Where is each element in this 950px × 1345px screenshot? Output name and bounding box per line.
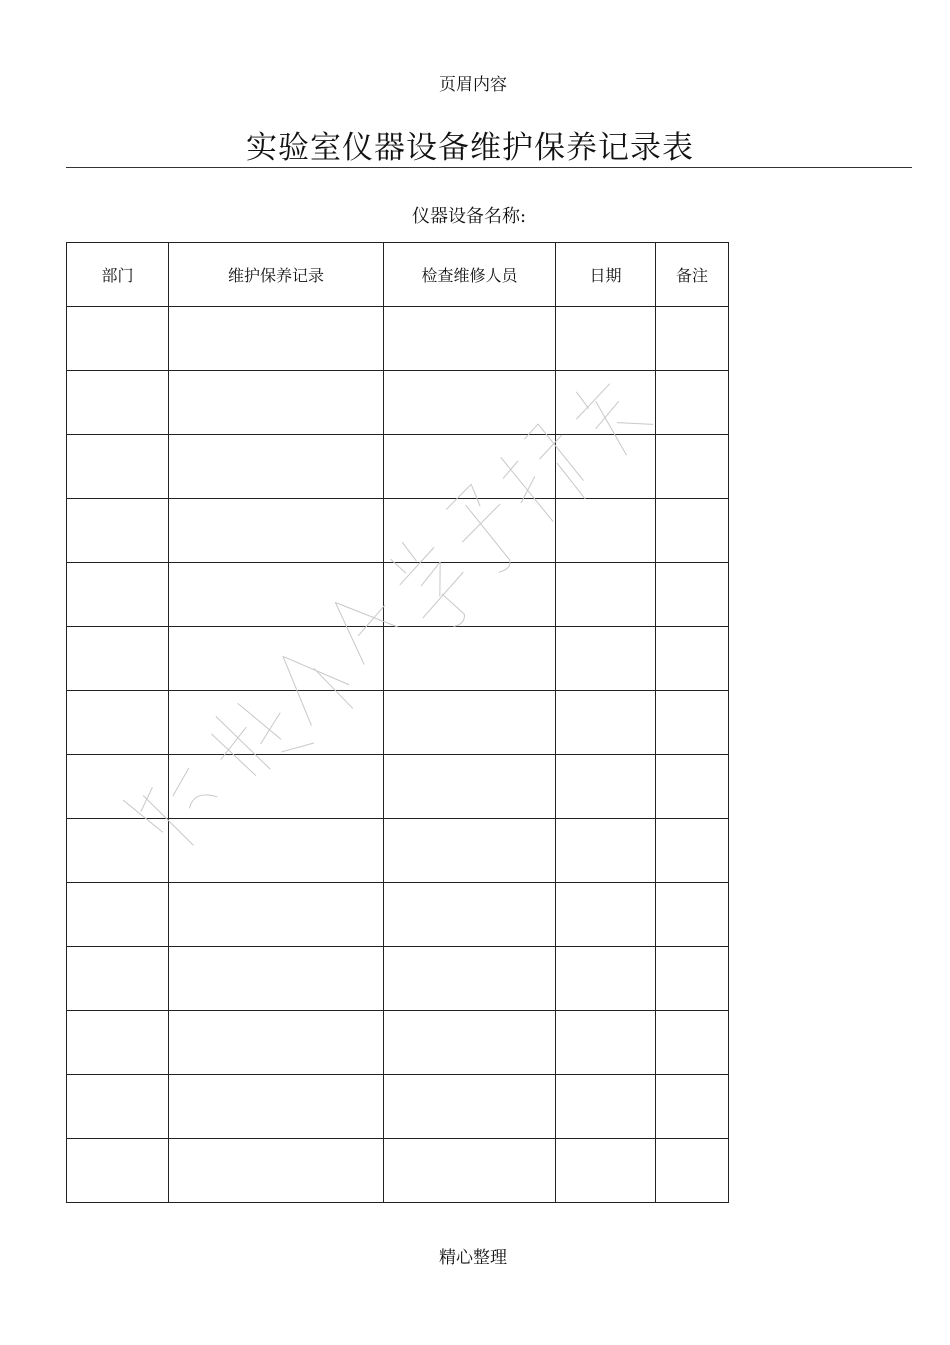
remarks-cell xyxy=(656,563,729,627)
remarks-cell xyxy=(656,627,729,691)
maintenance-record-cell xyxy=(169,499,384,563)
department-cell xyxy=(67,755,169,819)
department-cell xyxy=(67,1011,169,1075)
maintenance-record-cell xyxy=(169,819,384,883)
inspector-cell xyxy=(384,1011,556,1075)
table-row xyxy=(67,627,729,691)
table-row xyxy=(67,883,729,947)
inspector-cell xyxy=(384,755,556,819)
column-header-date: 日期 xyxy=(556,243,656,307)
maintenance-record-cell xyxy=(169,947,384,1011)
column-header-remarks: 备注 xyxy=(656,243,729,307)
page-footer: 精心整理 xyxy=(439,1248,507,1268)
table-row xyxy=(67,499,729,563)
date-cell xyxy=(556,499,656,563)
table-row xyxy=(67,371,729,435)
maintenance-record-cell xyxy=(169,563,384,627)
remarks-cell xyxy=(656,1075,729,1139)
inspector-cell xyxy=(384,563,556,627)
date-cell xyxy=(556,755,656,819)
table-row xyxy=(67,1011,729,1075)
page-header: 页眉内容 xyxy=(439,75,507,95)
date-cell xyxy=(556,947,656,1011)
table-row xyxy=(67,1139,729,1203)
department-cell xyxy=(67,563,169,627)
inspector-cell xyxy=(384,883,556,947)
remarks-cell xyxy=(656,691,729,755)
department-cell xyxy=(67,947,169,1011)
title-underline xyxy=(66,167,912,168)
maintenance-record-cell xyxy=(169,371,384,435)
maintenance-record-cell xyxy=(169,1075,384,1139)
inspector-cell xyxy=(384,307,556,371)
inspector-cell xyxy=(384,435,556,499)
remarks-cell xyxy=(656,499,729,563)
department-cell xyxy=(67,883,169,947)
maintenance-record-cell xyxy=(169,627,384,691)
maintenance-record-cell xyxy=(169,435,384,499)
maintenance-record-cell xyxy=(169,755,384,819)
department-cell xyxy=(67,371,169,435)
department-cell xyxy=(67,435,169,499)
department-cell xyxy=(67,819,169,883)
date-cell xyxy=(556,627,656,691)
table-row xyxy=(67,819,729,883)
table-row xyxy=(67,307,729,371)
table-row xyxy=(67,435,729,499)
remarks-cell xyxy=(656,1139,729,1203)
inspector-cell xyxy=(384,627,556,691)
remarks-cell xyxy=(656,371,729,435)
inspector-cell xyxy=(384,1075,556,1139)
table-row xyxy=(67,755,729,819)
maintenance-record-cell xyxy=(169,307,384,371)
inspector-cell xyxy=(384,371,556,435)
department-cell xyxy=(67,627,169,691)
remarks-cell xyxy=(656,307,729,371)
table-body xyxy=(67,307,729,1203)
table-row xyxy=(67,691,729,755)
date-cell xyxy=(556,1139,656,1203)
remarks-cell xyxy=(656,883,729,947)
remarks-cell xyxy=(656,1011,729,1075)
maintenance-record-table xyxy=(66,242,729,1203)
table-row xyxy=(67,947,729,1011)
date-cell xyxy=(556,819,656,883)
inspector-cell xyxy=(384,1139,556,1203)
date-cell xyxy=(556,883,656,947)
document-title: 实验室仪器设备维护保养记录表 xyxy=(246,130,694,166)
maintenance-record-cell xyxy=(169,691,384,755)
remarks-cell xyxy=(656,435,729,499)
column-header-maintenance-record: 维护保养记录 xyxy=(169,243,384,307)
department-cell xyxy=(67,499,169,563)
date-cell xyxy=(556,691,656,755)
maintenance-record-cell xyxy=(169,883,384,947)
date-cell xyxy=(556,563,656,627)
maintenance-record-cell xyxy=(169,1011,384,1075)
department-cell xyxy=(67,1075,169,1139)
equipment-name-label: 仪器设备名称: xyxy=(412,206,527,227)
remarks-cell xyxy=(656,819,729,883)
column-header-department: 部门 xyxy=(67,243,169,307)
department-cell xyxy=(67,691,169,755)
department-cell xyxy=(67,307,169,371)
date-cell xyxy=(556,307,656,371)
table-header-row xyxy=(67,243,729,307)
inspector-cell xyxy=(384,819,556,883)
date-cell xyxy=(556,371,656,435)
table-row xyxy=(67,563,729,627)
inspector-cell xyxy=(384,947,556,1011)
column-header-inspector: 检查维修人员 xyxy=(384,243,556,307)
date-cell xyxy=(556,435,656,499)
department-cell xyxy=(67,1139,169,1203)
maintenance-record-cell xyxy=(169,1139,384,1203)
table-row xyxy=(67,1075,729,1139)
remarks-cell xyxy=(656,755,729,819)
remarks-cell xyxy=(656,947,729,1011)
inspector-cell xyxy=(384,691,556,755)
date-cell xyxy=(556,1011,656,1075)
inspector-cell xyxy=(384,499,556,563)
date-cell xyxy=(556,1075,656,1139)
